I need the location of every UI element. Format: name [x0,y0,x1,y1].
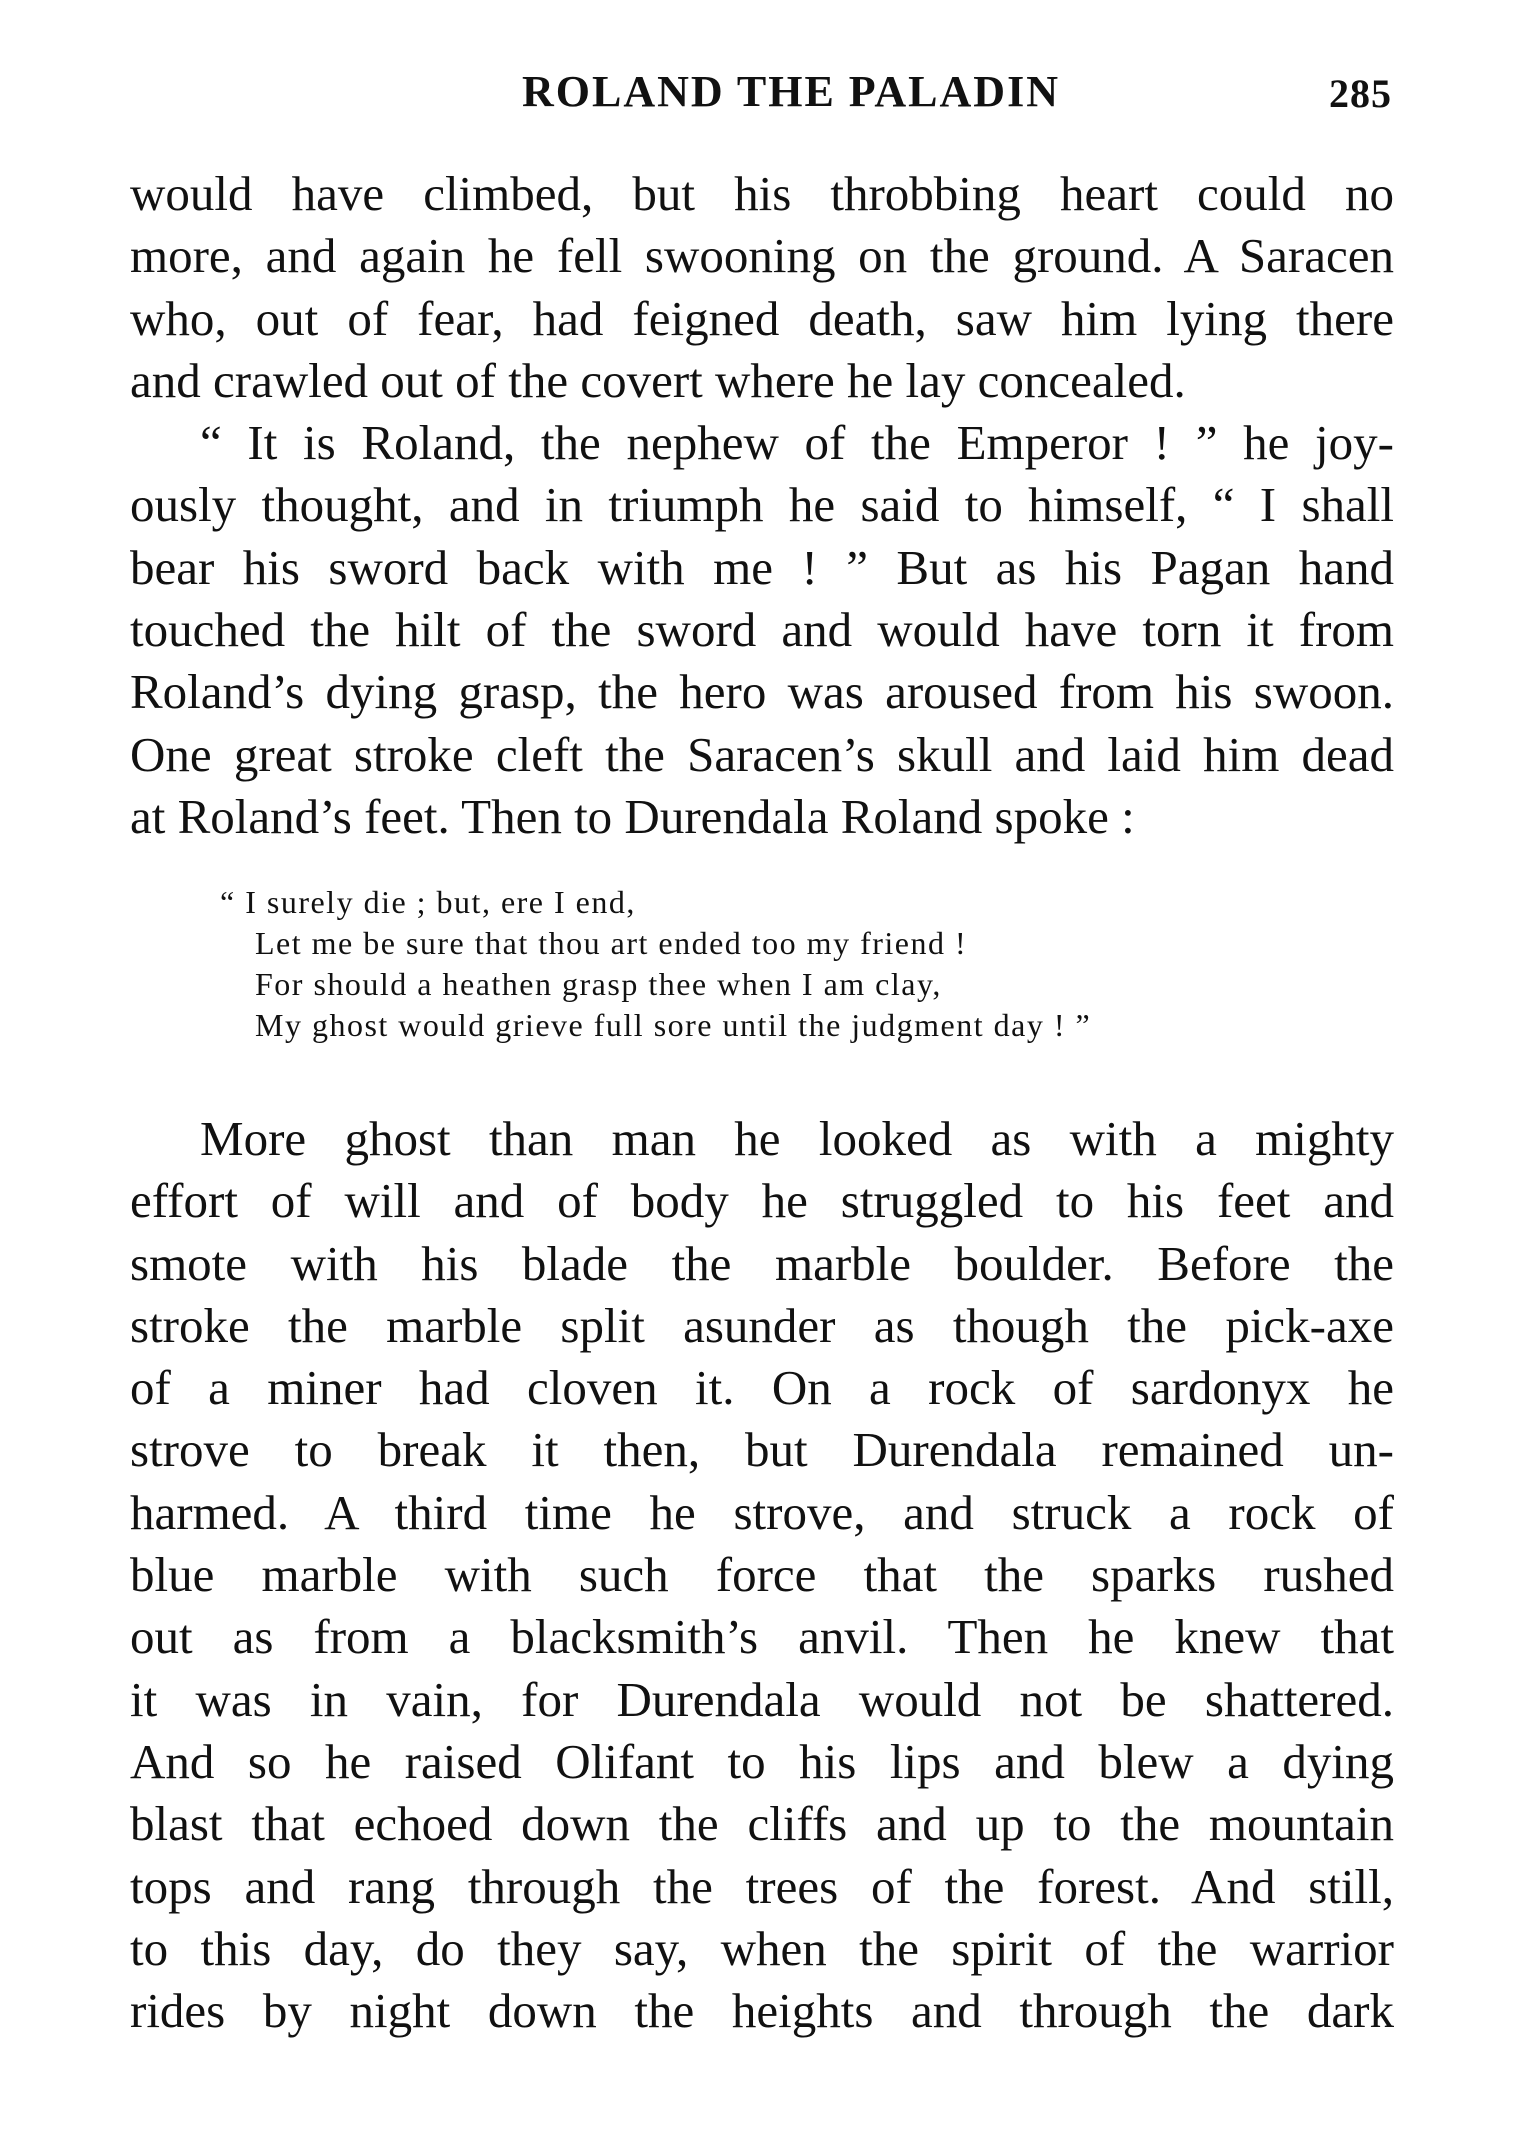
text-line: strove to break it then, but Durendala remained un- [130,1422,1394,1478]
running-title: ROLAND THE PALADIN [522,67,1060,116]
text-line: harmed. A third time he strove, and struck a rock of [130,1484,1394,1540]
text-line: Roland’s dying grasp, the hero was aroused from his swoon. [130,664,1394,720]
text-line: blue marble with such force that the sparks rushed [130,1547,1394,1603]
text-line: tops and rang through the trees of the forest. And still, [130,1858,1394,1914]
text-line: More ghost than man he looked as with a mighty [200,1111,1394,1166]
verse-line: My ghost would grieve full sore until the judgment day ! ” [255,1007,1092,1043]
text-line: blast that echoed down the cliffs and up to the mountain [130,1796,1394,1852]
text-line: One great stroke cleft the Saracen’s skull and laid him dead [130,726,1394,782]
page-number: 285 [1329,71,1392,116]
prose-block-upper [130,163,1394,848]
running-head [130,66,1392,126]
text-line: ously thought, and in triumph he said to himself, “ I shall [130,477,1394,533]
text-line: effort of will and of body he struggled to his feet and [130,1173,1394,1229]
text-line: at Roland’s feet. Then to Durendala Roland spoke : [130,788,1135,844]
text-line: bear his sword back with me ! ” But as his Pagan hand [130,539,1394,595]
prose-block-lower [130,1108,1394,2042]
text-line: it was in vain, for Durendala would not be shattered. [130,1671,1394,1727]
text-line: “ It is Roland, the nephew of the Emperor ! ” he joy- [200,415,1394,471]
text-line: stroke the marble split asunder as though the pick-axe [130,1297,1394,1353]
text-line: more, and again he fell swooning on the ground. A Saracen [130,228,1394,284]
text-line: and crawled out of the covert where he lay concealed. [130,352,1186,408]
verse-line: “ I surely die ; but, ere I end, [220,884,636,920]
text-line: of a miner had cloven it. On a rock of sardonyx he [130,1360,1394,1416]
verse-line: For should a heathen grasp thee when I am clay, [255,966,942,1002]
text-line: who, out of fear, had feigned death, saw him lying there [130,290,1394,346]
text-line: would have climbed, but his throbbing heart could no [130,166,1394,221]
text-line: to this day, do they say, when the spirit of the warrior [130,1920,1394,1976]
text-line: out as from a blacksmith’s anvil. Then he knew that [130,1609,1394,1665]
text-line: rides by night down the heights and through the dark [130,1983,1394,2039]
verse-line: Let me be sure that thou art ended too my friend ! [255,925,968,961]
verse-block [222,882,1222,1046]
text-line: touched the hilt of the sword and would have torn it from [130,602,1394,658]
text-line: And so he raised Olifant to his lips and blew a dying [130,1733,1394,1789]
text-line: smote with his blade the marble boulder. Before the [130,1235,1394,1291]
